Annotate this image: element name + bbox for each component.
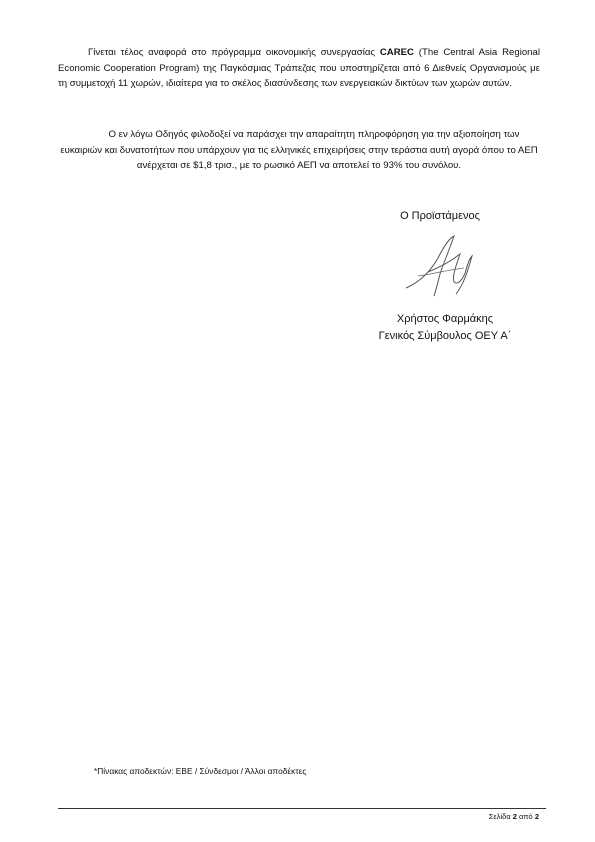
paragraph-carec-intro: Γίνεται τέλος αναφορά στο πρόγραμμα οικονομικής συνεργασίας <box>88 47 380 58</box>
paragraph-carec-rest: (The Central Asia Regional Economic Cooperation Program) της Παγκόσμιας Τράπεζας που υποστηρίζεται από 6 Διεθνείς Οργανισμούς με τη συμμετοχή 11 χωρών, ιδιαίτερα για το σκέλος διασύνδεσης των ενεργειακών δικτύων των χωρών αυτών. <box>58 47 540 89</box>
page-label: Σελίδα <box>488 812 511 821</box>
signatory-role: Γενικός Σύμβουλος ΟΕΥ Α΄ <box>378 330 512 342</box>
paragraph-carec <box>58 45 540 92</box>
page-number <box>489 812 539 821</box>
handwritten-signature <box>398 232 488 300</box>
paragraph-guide <box>58 127 540 174</box>
carec-bold: CAREC <box>379 47 414 58</box>
signatory-name: Χρήστος Φαρμάκης <box>396 313 494 325</box>
page-total: 2 <box>534 812 539 821</box>
page-of: από <box>519 812 533 821</box>
recipients-list: *Πίνακας αποδεκτών: ΕΒΕ / Σύνδεσμοι / Άλλοι αποδέκτες <box>94 766 307 776</box>
paragraph-guide-text: Ο εν λόγω Οδηγός φιλοδοξεί να παράσχει την απαραίτητη πληροφόρηση για την αξιοποίηση των ευκαιριών και δυνατοτήτων που υπάρχουν για τις ελληνικές επιχειρήσεις στην τεράστια αυτή αγορά όπου το ΑΕΠ ανέρχεται σε $1,8 τρισ., με το ρωσικό ΑΕΠ να αποτελεί το 93% του συνόλου. <box>60 129 538 171</box>
footer-divider <box>58 808 546 809</box>
signature-title: Ο Προϊστάμενος <box>400 210 480 222</box>
page-current: 2 <box>512 812 517 821</box>
